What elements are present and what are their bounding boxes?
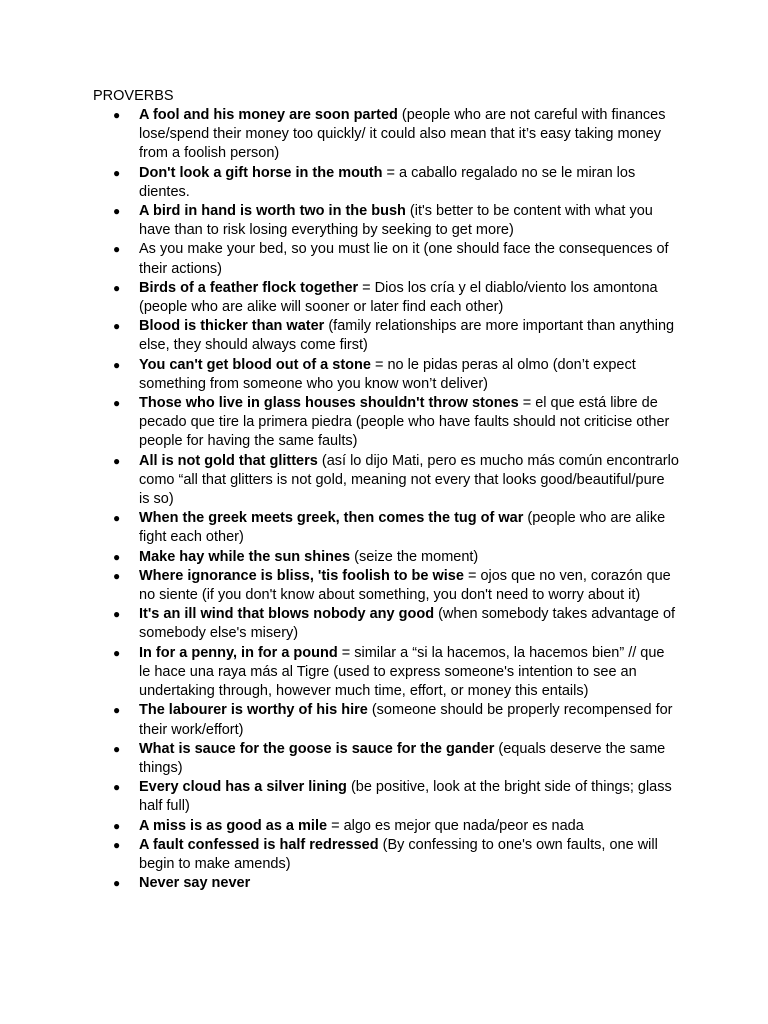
bullet-icon: ● [113, 837, 121, 852]
proverb-explanation: = a caballo regalado no se le miran los dientes. [139, 164, 636, 200]
list-item [0, 567, 679, 605]
proverb-list [0, 106, 768, 893]
bullet-icon: ● [113, 165, 121, 180]
proverb-phrase: It's an ill wind that blows nobody any good [139, 606, 435, 623]
list-item [0, 548, 679, 567]
list-item [0, 874, 679, 893]
proverb-phrase: Never say never [139, 875, 251, 892]
bullet-icon: ● [113, 242, 121, 257]
bullet-icon: ● [113, 818, 121, 833]
proverb-phrase: Make hay while the sun shines [139, 548, 351, 565]
proverb-explanation: (someone should be properly recompensed for their work/effort) [139, 702, 673, 738]
list-item [0, 240, 679, 278]
bullet-icon: ● [113, 876, 121, 891]
bullet-icon: ● [113, 396, 121, 411]
proverb-explanation: As you make your bed, so you must lie on it (one should face the consequences of their actions) [139, 241, 669, 277]
list-item [0, 644, 679, 702]
proverb-phrase: A miss is as good as a mile [139, 817, 328, 834]
bullet-icon: ● [113, 204, 121, 219]
proverb-phrase: When the greek meets greek, then comes the tug of war [139, 510, 524, 527]
bullet-icon: ● [113, 453, 121, 468]
proverb-explanation: (it's better to be content with what you have than to risk losing everything by seeking to get more) [139, 203, 653, 239]
proverb-explanation: (family relationships are more important than anything else, they should always come first) [139, 318, 675, 354]
proverb-explanation: = similar a “si la hacemos, la hacemos bien” // que le hace una raya más al Tigre (used to express someone's intention to see an undertaking through, however much time, effort, or money this entails) [139, 644, 665, 700]
list-item [0, 701, 679, 739]
proverb-phrase: The labourer is worthy of his hire [139, 702, 368, 719]
bullet-icon: ● [113, 319, 121, 334]
list-item [0, 164, 679, 202]
proverb-phrase: What is sauce for the goose is sauce for the gander [139, 740, 495, 757]
list-item [0, 778, 679, 816]
list-item [0, 817, 679, 836]
proverb-explanation: = ojos que no ven, corazón que no siente (if you don't know about something, you don't need to worry about it) [139, 567, 671, 604]
proverb-explanation: (By confessing to one's own faults, one will begin to make amends) [139, 836, 658, 872]
proverb-phrase: You can't get blood out of a stone [139, 356, 371, 373]
proverb-explanation: (seize the moment) [350, 548, 479, 565]
list-item [0, 317, 679, 355]
proverb-phrase: A fool and his money are soon parted [139, 107, 398, 123]
bullet-icon: ● [113, 280, 121, 295]
bullet-icon: ● [113, 108, 121, 122]
bullet-icon: ● [113, 511, 121, 526]
list-item [0, 605, 679, 643]
list-item [0, 452, 679, 510]
proverb-explanation: (when somebody takes advantage of somebody else's misery) [139, 606, 676, 642]
list-item [0, 394, 679, 452]
proverb-explanation: (equals deserve the same things) [139, 740, 666, 776]
proverb-explanation: (people who are alike fight each other) [139, 510, 666, 546]
proverb-explanation: = algo es mejor que nada/peor es nada [327, 817, 584, 834]
list-item [0, 356, 679, 394]
bullet-icon: ● [113, 357, 121, 372]
proverb-explanation: (así lo dijo Mati, pero es mucho más común encontrarlo como “all that glitters is not gold, meaning not every that looks good/beautiful/pure is so) [139, 452, 679, 508]
list-item [0, 106, 679, 164]
list-item [0, 740, 679, 778]
proverb-explanation: = el que está libre de pecado que tire la primera piedra (people who have faults should not criticise other people for having the same faults) [139, 395, 670, 450]
bullet-icon: ● [113, 645, 121, 660]
bullet-icon: ● [113, 780, 121, 795]
bullet-icon: ● [113, 568, 121, 583]
proverb-explanation: (people who are not careful with finances lose/spend their money too quickly/ it could also mean that it’s easy taking money from a foolish person) [139, 107, 666, 162]
proverb-phrase: Don't look a gift horse in the mouth [139, 164, 383, 181]
bullet-icon: ● [113, 607, 121, 622]
list-item [0, 509, 679, 547]
list-item [0, 202, 679, 240]
proverb-phrase: A fault confessed is half redressed [139, 836, 379, 853]
bullet-icon: ● [113, 741, 121, 756]
list-item [0, 836, 679, 874]
proverb-phrase: A bird in hand is worth two in the bush [139, 203, 406, 220]
proverb-explanation: (be positive, look at the bright side of things; glass half full) [139, 779, 672, 815]
proverb-phrase: Those who live in glass houses shouldn't throw stones [139, 395, 519, 412]
bullet-icon: ● [113, 549, 121, 564]
list-item [0, 279, 679, 317]
proverb-explanation: = Dios los cría y el diablo/viento los amontona (people who are alike will sooner or later find each other) [139, 279, 658, 316]
proverb-phrase: Every cloud has a silver lining [139, 779, 347, 796]
proverb-explanation: = no le pidas peras al olmo (don’t expect something from someone who you know won’t deliver) [139, 356, 636, 392]
bullet-icon: ● [113, 703, 121, 718]
proverb-phrase: Where ignorance is bliss, 'tis foolish to be wise [139, 567, 464, 584]
proverb-phrase: In for a penny, in for a pound [139, 644, 338, 661]
proverb-phrase: Birds of a feather flock together [139, 279, 359, 296]
proverb-phrase: All is not gold that glitters [139, 452, 318, 469]
document-title: PROVERBS [93, 88, 174, 104]
proverb-phrase: Blood is thicker than water [139, 318, 325, 335]
